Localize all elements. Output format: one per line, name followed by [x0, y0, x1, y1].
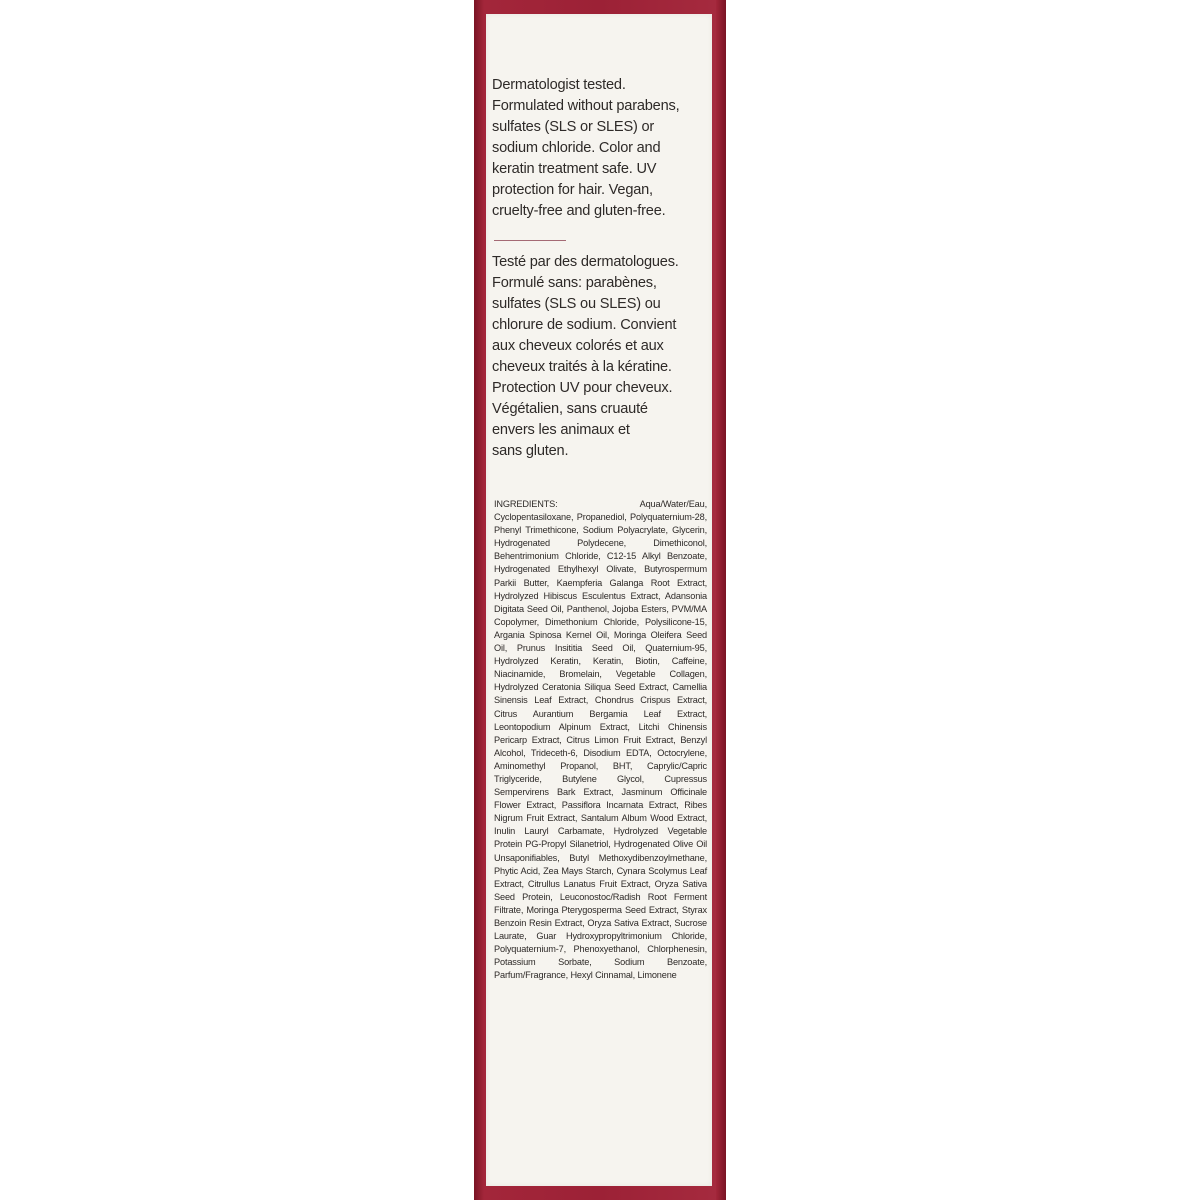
french-claims-text: Testé par des dermatologues. Formulé sans: parabènes, sulfates (SLS ou SLES) ou chlorure de sodium. Convient aux cheveux colorés et aux cheveux traités à la kératine. Protection UV pour cheveux. Végétalien, sans cruauté envers les animaux et sans gluten.	[492, 254, 679, 459]
english-claims-text: Dermatologist tested. Formulated without parabens, sulfates (SLS or SLES) or sodium chloride. Color and keratin treatment safe. UV protection for hair. Vegan, cruelty-free and gluten-free.	[492, 77, 680, 219]
ingredients-list: INGREDIENTS: Aqua/Water/Eau, Cyclopentasiloxane, Propanediol, Polyquaternium-28, Phenyl Trimethicone, Sodium Polyacrylate, Glycerin, Hydrogenated Polydecene, Dimethiconol, Behentrimonium Chloride, C12-15 Alkyl Benzoate, Hydrogenated Ethylhexyl Olivate, Butyrospermum Parkii Butter, Kaempferia Galanga Root Extract, Hydrolyzed Hibiscus Esculentus Extract, Adansonia Digitata Seed Oil, Panthenol, Jojoba Esters, PVM/MA Copolymer, Dimethonium Chloride, Polysilicone-15, Argania Spinosa Kernel Oil, Moringa Oleifera Seed Oil, Prunus Insititia Seed Oil, Quaternium-95, Hydrolyzed Keratin, Keratin, Biotin, Caffeine, Niacinamide, Bromelain, Vegetable Collagen, Hydrolyzed Ceratonia Siliqua Seed Extract, Camellia Sinensis Leaf Extract, Chondrus Crispus Extract, Citrus Aurantium Bergamia Leaf Extract, Leontopodium Alpinum Extract, Litchi Chinensis Pericarp Extract, Citrus Limon Fruit Extract, Benzyl Alcohol, Trideceth-6, Disodium EDTA, Octocrylene, Aminomethyl Propanol, BHT, Caprylic/Capric Triglyceride, Butylene Glycol, Cupressus Sempervirens Bark Extract, Jasminum Officinale Flower Extract, Passiflora Incarnata Extract, Ribes Nigrum Fruit Extract, Santalum Album Wood Extract, Inulin Lauryl Carbamate, Hydrolyzed Vegetable Protein PG-Propyl Silanetriol, Hydrogenated Olive Oil Unsaponifiables, Butyl Methoxydibenzoylmethane, Phytic Acid, Zea Mays Starch, Cynara Scolymus Leaf Extract, Citrullus Lanatus Fruit Extract, Oryza Sativa Seed Protein, Leuconostoc/Radish Root Ferment Filtrate, Moringa Pterygosperma Seed Extract, Styrax Benzoin Resin Extract, Oryza Sativa Extract, Sucrose Laurate, Guar Hydroxypropyltrimonium Chloride, Polyquaternium-7, Phenoxyethanol, Chlorphenesin, Potassium Sorbate, Sodium Benzoate, Parfum/Fragrance, Hexyl Cinnamal, Limonene	[494, 499, 707, 981]
box-left-edge	[474, 0, 484, 1200]
section-divider	[494, 240, 566, 241]
box-right-edge	[716, 0, 726, 1200]
